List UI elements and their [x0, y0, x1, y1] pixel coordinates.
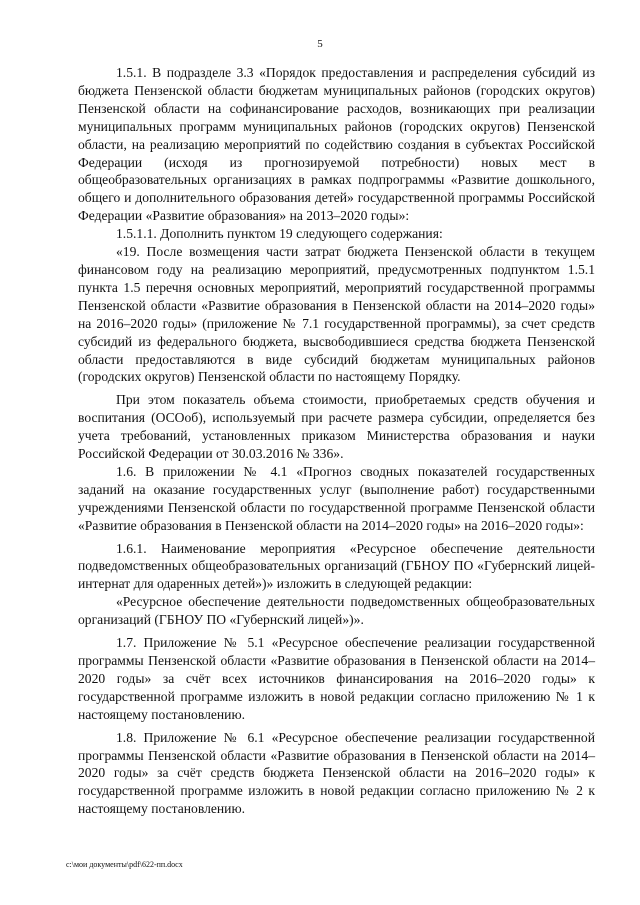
paragraph-1-6-1: 1.6.1. Наименование мероприятия «Ресурсное обеспечение деятельности подведомственных общеобразовательных организаций (ГБНОУ ПО «Губернский лицей-интернат для одаренных детей»)» изложить в следующей редакции: [78, 540, 595, 592]
document-body [78, 64, 595, 818]
paragraph-1-5-1-1: 1.5.1.1. Дополнить пунктом 19 следующего содержания: [116, 226, 443, 242]
paragraph-new-edition: «Ресурсное обеспечение деятельности подведомственных общеобразовательных организаций (ГБНОУ ПО «Губернский лицей»)». [78, 594, 595, 628]
page-number: 5 [317, 38, 323, 50]
paragraph-osoob: При этом показатель объема стоимости, приобретаемых средств обучения и воспитания (ОСОоб), используемый при расчете размера субсидии, определяется без учета требований, установленных приказом Министерства образования и науки Российской Федерации от 30.03.2016 № 336». [78, 392, 595, 462]
paragraph-item-19: «19. После возмещения части затрат бюджета Пензенской области в текущем финансовом году на реализацию мероприятий, предусмотренных подпунктом 1.5.1 пункта 1.5 перечня основных мероприятий, мероприятий государственной программы Пензенской области «Развитие образования в Пензенской области на 2014–2020 годы» на 2016–2020 годы» (приложение № 7.1 государственной программы), за счет средств субсидий из федерального бюджета, высвободившиеся средства бюджета Пензенской области предоставляются в виде субсидий бюджетам муниципальных районов (городских округов) Пензенской области по настоящему Порядку. [78, 244, 595, 385]
footer-file-path: c:\мои документы\pdf\622-пп.docx [66, 860, 183, 869]
paragraph-1-6: 1.6. В приложении № 4.1 «Прогноз сводных показателей государственных заданий на оказание государственных услуг (выполнение работ) государственными учреждениями Пензенской области по государственной программе Пензенской области «Развитие образования в Пензенской области на 2014–2020 годы» на 2016–2020 годы»: [78, 463, 595, 533]
paragraph-1-8: 1.8. Приложение № 6.1 «Ресурсное обеспечение реализации государственной программы Пензенской области «Развитие образования в Пензенской области на 2014–2020 годы» за счёт средств бюджета Пензенской области на 2016–2020 годы» к государственной программе изложить в новой редакции согласно приложению № 2 к настоящему постановлению. [78, 729, 595, 817]
paragraph-1-5-1: 1.5.1. В подразделе 3.3 «Порядок предоставления и распределения субсидий из бюджета Пензенской области бюджетам муниципальных районов (городских округов) Пензенской области на софинансирование расходов, возникающих при реализации муниципальных программ муниципальных районов (городских округов) Пензенской области, на реализацию мероприятий по содействию создания в субъектах Российской Федерации (исходя из прогнозируемой потребности) новых мест в общеобразовательных организациях в рамках подпрограммы «Развитие дошкольного, общего и дополнительного образования детей» государственной программы Российской Федерации «Развитие образования» на 2013–2020 годы»: [78, 65, 595, 224]
paragraph-1-7: 1.7. Приложение № 5.1 «Ресурсное обеспечение реализации государственной программы Пензенской области «Развитие образования в Пензенской области на 2014–2020 годы» за счёт всех источников финансирования на 2016–2020 годы» к государственной программе изложить в новой редакции согласно приложению № 1 к настоящему постановлению. [78, 635, 595, 722]
